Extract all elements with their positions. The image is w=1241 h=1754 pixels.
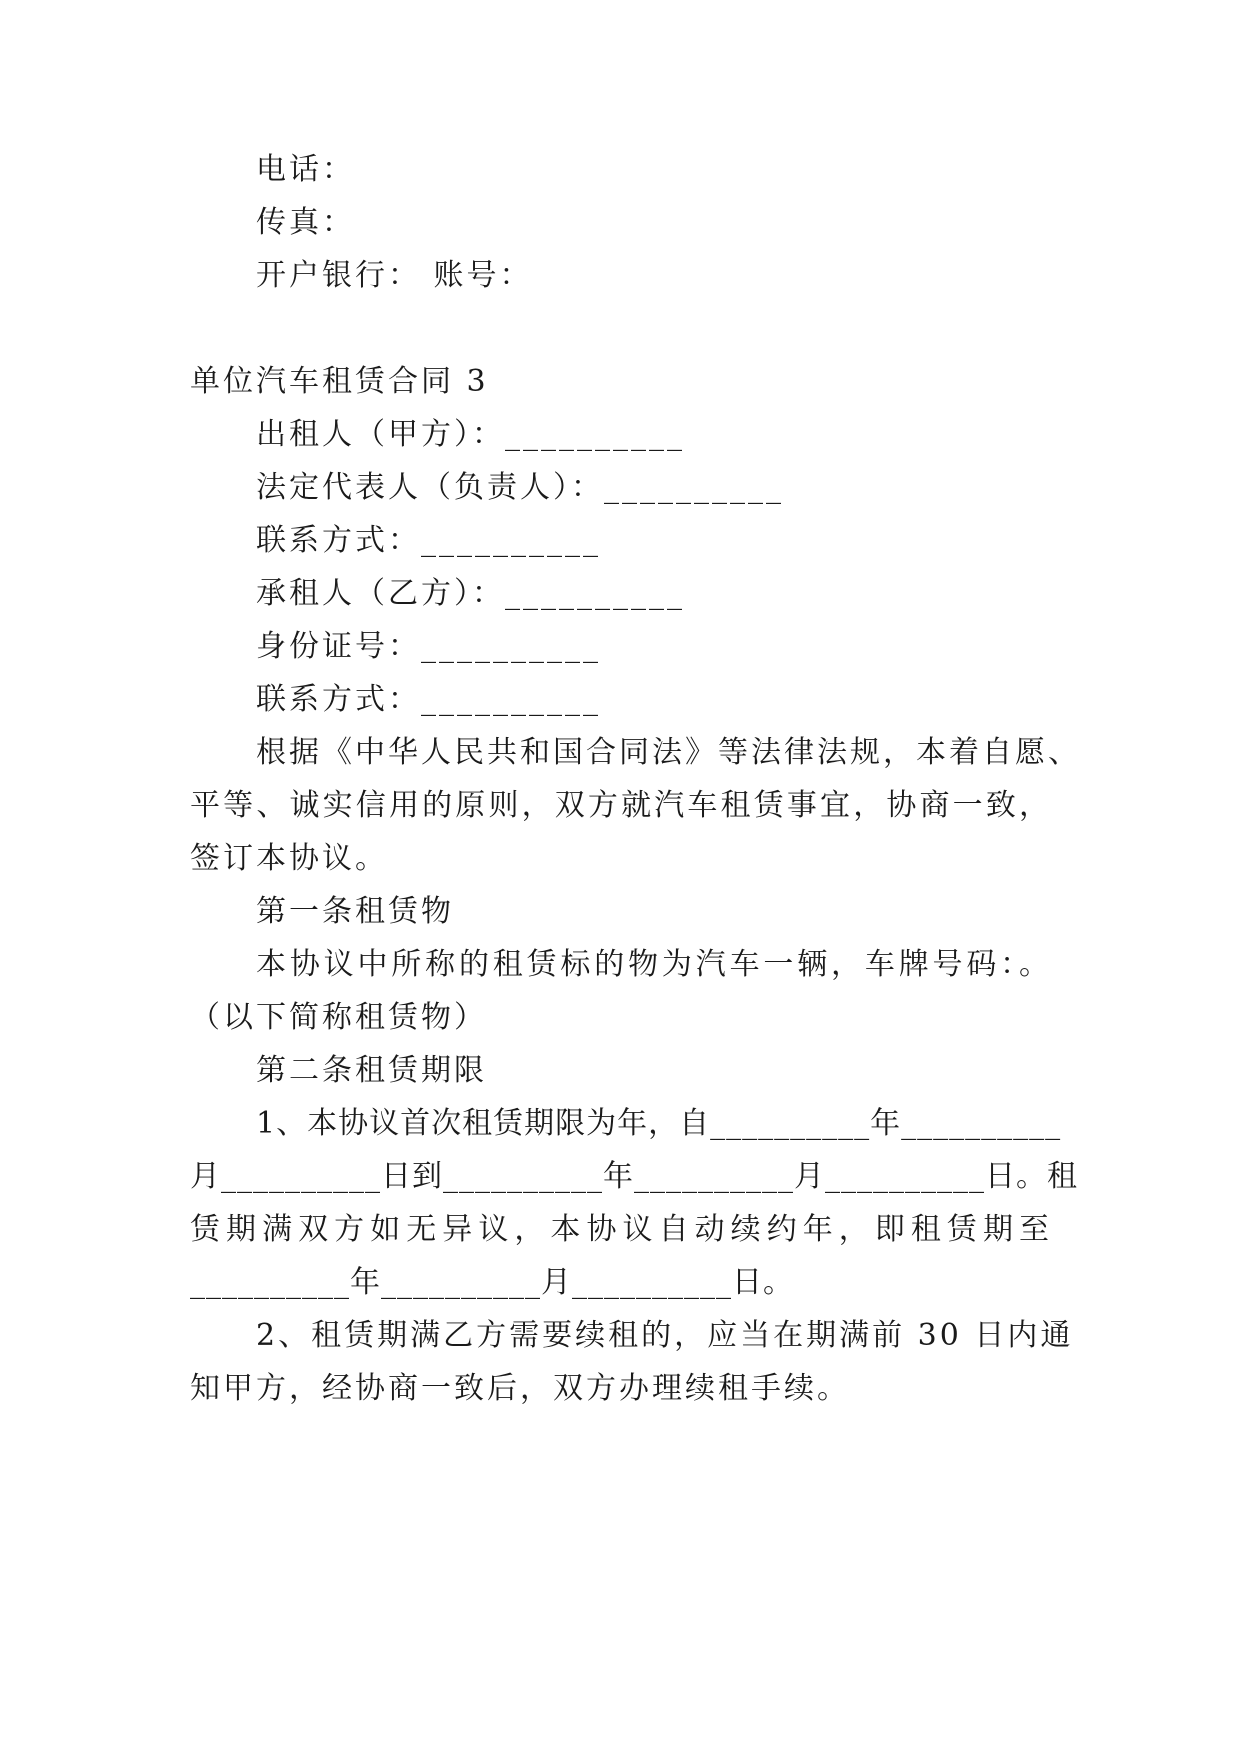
lessor-field: 出租人（甲方）：__________	[256, 417, 685, 452]
article1-body-line: 本协议中所称的租赁标的物为汽车一辆，车牌号码：。	[256, 947, 1052, 982]
phone-label: 电话：	[256, 152, 355, 187]
article2-clause2-line: 知甲方，经协商一致后，双方办理续租手续。	[190, 1371, 850, 1406]
legal-rep-field: 法定代表人（负责人）：__________	[256, 470, 784, 505]
article2-clause1-line: __________年__________月__________日。	[190, 1265, 794, 1300]
fax-label: 传真：	[256, 205, 355, 240]
lessor-contact-field: 联系方式：__________	[256, 523, 601, 558]
article2-clause2-line: 2、租赁期满乙方需要续租的，应当在期满前 30 日内通	[256, 1318, 1074, 1353]
lessee-field: 承租人（乙方）：__________	[256, 576, 685, 611]
preamble-line: 平等、诚实信用的原则，双方就汽车租赁事宜，协商一致，	[190, 788, 1052, 823]
article2-clause1-line: 赁期满双方如无异议，本协议自动续约年，即租赁期至	[190, 1212, 1052, 1247]
bank-account-label: 开户银行： 账号：	[256, 258, 533, 293]
article2-clause1-line: 月__________日到__________年__________月__________日。租	[190, 1159, 1078, 1194]
contract-heading: 单位汽车租赁合同 3	[190, 364, 489, 399]
article1-title: 第一条租赁物	[256, 894, 454, 929]
preamble-line: 根据《中华人民共和国合同法》等法律法规，本着自愿、	[256, 735, 1081, 770]
preamble-line: 签订本协议。	[190, 841, 388, 876]
id-number-field: 身份证号：__________	[256, 629, 601, 664]
article1-body-line: （以下简称租赁物）	[190, 1000, 487, 1035]
article2-clause1-line: 1、本协议首次租赁期限为年，自__________年__________	[256, 1106, 1062, 1141]
article2-title: 第二条租赁期限	[256, 1053, 487, 1088]
lessee-contact-field: 联系方式：__________	[256, 682, 601, 717]
